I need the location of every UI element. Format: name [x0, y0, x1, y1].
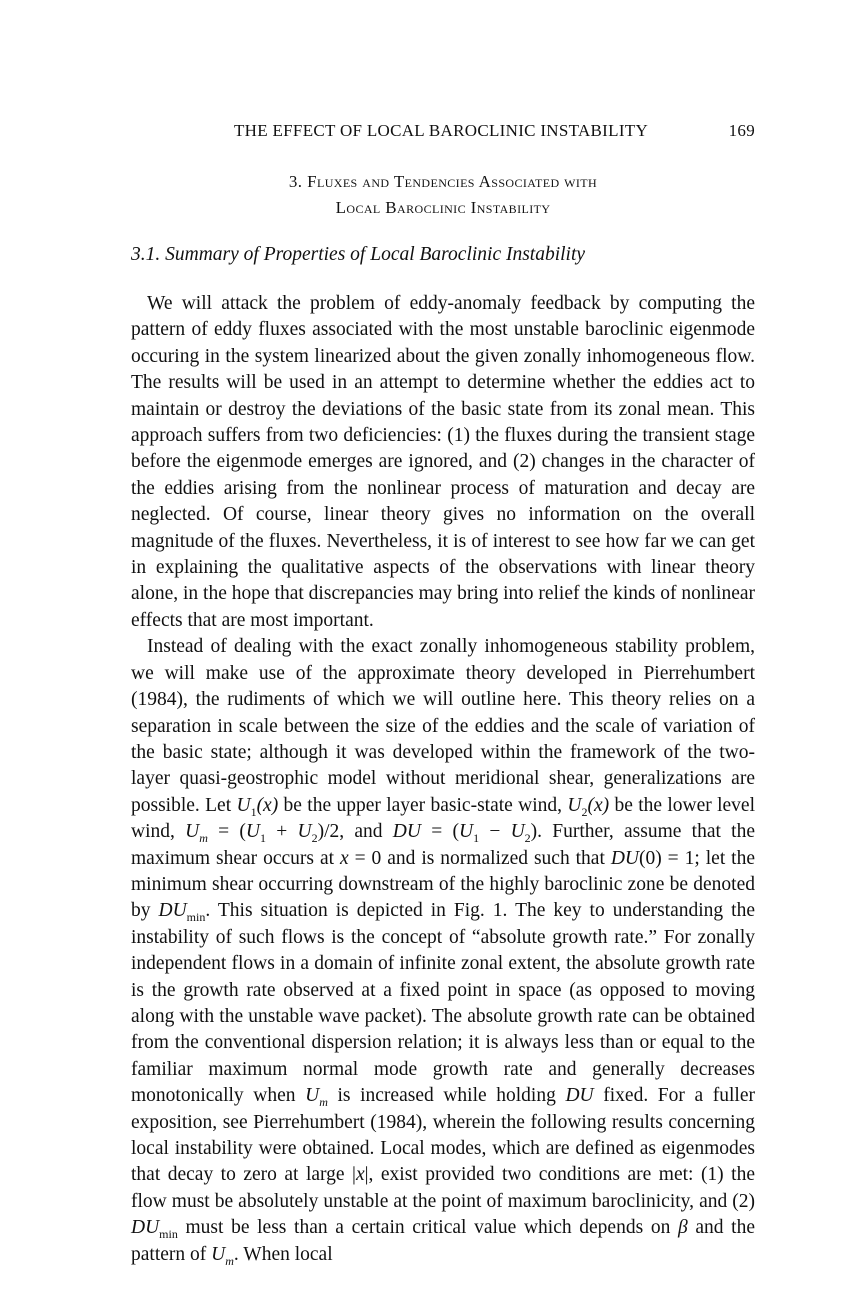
- subsection-title: Summary of Properties of Local Baroclinic Instability: [165, 244, 586, 265]
- page: [131, 120, 755, 1268]
- paragraph-2: Instead of dealing with the exact zonally inhomogeneous stability problem, we will make use of the approximate theory developed in Pierrehumbert (1984), the rudiments of which we will outline here. This theory relies on a separation in scale between the size of the eddies and the scale of variation of the basic state; although it was developed within the framework of the two-layer quasi-geostrophic model without meridional shear, generalizations are possible. Let $U_1(x)$ be the upper layer basic-state wind, $U_2(x)$ be the lower level wind, $U_m = (U_1 + U_2)/2$, and DU = $(U_1 - U_2)$. Further, assume that the maximum shear occurs at x = 0 and is normalized such that DU(0) = 1; let the minimum shear occurring downstream of the highly baroclinic zone be denoted by $DU_{min}$. This situation is depicted in Fig. 1. The key to understanding the instability of such flows is the concept of “absolute growth rate.” For zonally independent flows in a domain of infinite zonal extent, the absolute growth rate is the growth rate observed at a fixed point in space (as opposed to moving along with the unstable wave packet). The absolute growth rate can be obtained from the conventional dispersion relation; it is always less than or equal to the familiar maximum normal mode growth rate and generally decreases monotonically when $U_m$ is increased while holding DU fixed. For a fuller exposition, see Pierrehumbert (1984), wherein the following results concerning local instability were obtained. Local modes, which are defined as eigenmodes that decay to zero at large |x|, exist provided two conditions are met: (1) the flow must be absolutely unstable at the point of maximum baroclinicity, and (2) $DU_{min}$ must be less than a certain critical value which depends on β and the pattern of $U_m$. When local: [131, 636, 756, 1268]
- subsection-number: 3.1.: [131, 244, 161, 265]
- paragraph-1: We will attack the problem of eddy-anomaly feedback by computing the pattern of eddy fluxes associated with the most unstable baroclinic eigenmode occuring in the system linearized about the given zonally inhomogeneous flow. The results will be used in an attempt to determine whether the eddies act to maintain or destroy the deviations of the basic state from its zonal mean. This approach suffers from two deficiencies: (1) the fluxes during the transient stage before the eigenmode emerges are ignored, and (2) changes in the character of the eddies arising from the nonlinear process of maturation and decay are neglected. Of course, linear theory gives no information on the overall magnitude of the fluxes. Nevertheless, it is of interest to see how far we can get in explaining the qualitative aspects of the observations with linear theory alone, in the hope that discrepancies may bring into relief the kinds of nonlinear effects that are most important.: [131, 293, 755, 631]
- section-heading: [131, 169, 755, 221]
- section-title-line2: Local Baroclinic Instability: [335, 198, 551, 217]
- page-number: 169: [728, 121, 755, 140]
- section-title-line1: Fluxes and Tendencies Associated with: [307, 172, 598, 191]
- running-header: [131, 120, 755, 142]
- running-title: THE EFFECT OF LOCAL BAROCLINIC INSTABILITY: [234, 121, 649, 140]
- section-number: 3.: [288, 172, 303, 191]
- subsection-heading: [131, 241, 755, 269]
